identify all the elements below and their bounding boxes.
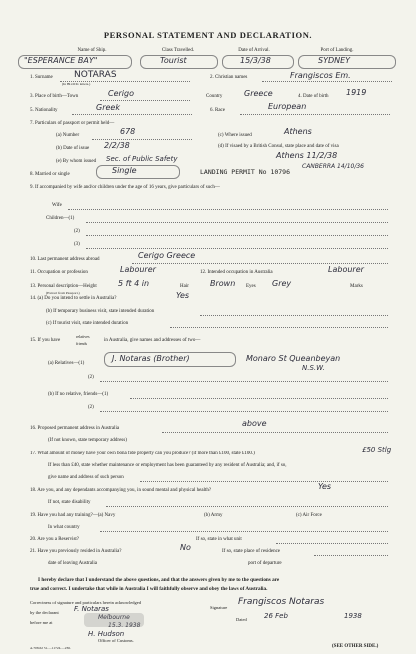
ship-value: "ESPERANCE BAY" — [24, 56, 98, 65]
q12-label: 12. Intended occupation in Australia — [200, 270, 273, 275]
q13-label: 13. Personal description—Height — [30, 284, 97, 289]
q15a-state: N.S.W. — [302, 364, 325, 372]
landing-permit: LANDING PERMIT No 10796 — [200, 168, 291, 176]
race-value: European — [268, 102, 307, 111]
ack-date: 15.3. 1938 — [108, 622, 141, 629]
wife-label: Wife — [52, 203, 62, 208]
q15a-value: J. Notaras (Brother) — [112, 354, 190, 363]
q15b-line — [130, 398, 388, 399]
passport-number-value: 678 — [120, 127, 136, 136]
class-label: Class Travelled. — [161, 48, 195, 53]
children-line-1 — [86, 222, 388, 223]
birth-town-value: Cerigo — [108, 89, 134, 98]
surname-label: 1. Surname — [30, 75, 53, 80]
arrival-label: Date of Arrival. — [238, 48, 270, 53]
dated-value: 26 Feb — [264, 612, 288, 620]
declaration-line-2: true and correct. I undertake that while in Australia I will faithfully observe and obey the laws of Australia. — [30, 586, 268, 592]
hair-value: Brown — [210, 279, 236, 288]
signature-value: Frangiscos Notaras — [238, 597, 325, 607]
hair-label: Hair — [180, 284, 189, 289]
ack-line-3: before me at — [30, 620, 53, 625]
q18-value: Yes — [318, 482, 332, 491]
q21-sub2: date of leaving Australia — [48, 561, 98, 566]
q21-label: 21. Have you previously resided in Australia? — [30, 549, 122, 554]
eyes-value: Grey — [272, 279, 292, 288]
where-issued-label: (c) Where issued — [218, 133, 252, 138]
q14c-label: (c) If tourist visit, state intended duration — [46, 321, 129, 326]
q16-label: 16. Proposed permanent address in Australia — [30, 426, 120, 431]
document-title: PERSONAL STATEMENT AND DECLARATION. — [103, 30, 313, 40]
q15a-address: Monaro St Queanbeyan — [246, 354, 341, 363]
q15a-label: (a) Relatives—(1) — [48, 361, 85, 366]
height-value: 5 ft 4 in — [118, 279, 150, 288]
q18-sub: If not, state disability — [48, 500, 91, 505]
children-label: Children—(1) — [46, 216, 75, 221]
dob-value: 1919 — [346, 88, 367, 97]
q15b2-line — [100, 411, 388, 412]
q10-value: Cerigo Greece — [138, 251, 196, 260]
arrival-value: 15/3/38 — [240, 56, 271, 65]
passport-number-line — [92, 139, 192, 140]
q9-label: 9. If accompanied by wife and/or children under the age of 16 years, give particulars of such— — [30, 185, 220, 190]
q20-sub: If so, state in what unit — [196, 537, 242, 542]
race-label: 6. Race — [210, 108, 225, 113]
married-label: 8. Married or single — [30, 172, 70, 177]
year-value: 1938 — [344, 612, 362, 620]
q21-value: No — [180, 543, 191, 552]
q19-label: 19. Have you had any training?—(a) Navy — [30, 513, 116, 518]
q21-line — [314, 555, 388, 556]
issued-by-value: Sec. of Public Safety — [106, 155, 178, 163]
children-line-3 — [86, 248, 388, 249]
q20-label: 20. Are you a Reservist? — [30, 537, 80, 542]
country-label: Country — [206, 94, 223, 99]
issue-date-label: (b) Date of issue — [56, 146, 90, 151]
ship-label: Name of Ship. — [77, 48, 107, 53]
q13-note: (Extract from Passport.) — [46, 291, 80, 295]
q15a2-label: (2) — [88, 375, 94, 380]
q20-line — [276, 543, 388, 544]
q10-label: 10. Last permanent address abroad — [30, 257, 100, 262]
q17-label: 17. What amount of money have your own bona fide property can you produce? (if more than £100, state £100.) — [30, 451, 255, 456]
q19b-label: (b) Army — [204, 513, 223, 518]
q15b2-label: (2) — [88, 405, 94, 410]
officer-label: Officer of Customs. — [98, 638, 134, 643]
q17-sub2: give name and address of such person — [48, 475, 124, 480]
dated-label: Dated — [236, 617, 247, 622]
nationality-line — [72, 114, 192, 115]
passport-label: 7. Particulars of passport or permit held— — [30, 121, 115, 126]
married-box — [96, 165, 180, 179]
customs-stamp — [84, 613, 144, 627]
footer-right: (SEE OTHER SIDE.) — [332, 644, 379, 649]
q15-relatives: relatives — [76, 334, 90, 339]
race-line — [240, 114, 390, 115]
q17-sub1: If less than £40, state whether maintenance or employment has been guaranteed by any resident of Australia; and, if so, — [48, 463, 287, 468]
eyes-label: Eyes — [246, 284, 256, 289]
declaration-line-1: I hereby declare that I understand the above questions, and that the answers given by me to the questions are — [38, 577, 280, 583]
issued-by-label: (e) By whom issued — [56, 159, 97, 164]
q21-sub: If so, state place of residence — [222, 549, 281, 554]
q15b-label: (b) If no relative, friends—(1) — [48, 392, 109, 397]
signature-label: Signature — [210, 605, 228, 610]
q18-label: 18. Are you, and any dependants accompanying you, in sound mental and physical health? — [30, 488, 212, 493]
ack-line-2: by the declarant — [30, 610, 59, 615]
q16-value: above — [242, 419, 267, 428]
q15-friends: friends — [76, 341, 88, 346]
q16-line — [162, 432, 388, 433]
q19-sub: In what country — [48, 525, 80, 530]
q14c-line — [170, 327, 388, 328]
children-line-2 — [86, 235, 388, 236]
q18-line — [106, 506, 388, 507]
birth-line — [100, 100, 190, 101]
port-label: Port of Landing. — [320, 48, 354, 53]
christian-value: Frangiscos Em. — [290, 71, 351, 80]
q19c-label: (c) Air Force — [296, 513, 322, 518]
q11-value: Labourer — [120, 265, 156, 274]
married-value: Single — [112, 166, 137, 175]
marks-label: Marks — [350, 284, 363, 289]
christian-label: 2. Christian names — [210, 75, 248, 80]
visa-value: Athens 11/2/38 — [276, 151, 338, 160]
ack-place: Melbourne — [98, 614, 130, 621]
q12-value: Labourer — [328, 265, 364, 274]
q21-sub3: port of departure — [248, 561, 282, 566]
officer-signature: H. Hudson — [88, 630, 125, 638]
dob-label: 4. Date of birth — [298, 94, 329, 99]
q19-line — [100, 531, 388, 532]
nationality-value: Greek — [96, 103, 120, 112]
surname-note: (In BLOCK letters.) — [62, 82, 91, 86]
birth-label: 3. Place of birth—Town — [30, 94, 79, 99]
wife-line — [68, 209, 388, 210]
q15-label: 15. If you have — [30, 338, 61, 343]
child2-label: (2) — [74, 229, 80, 234]
ack-declarant: F. Notaras — [74, 605, 109, 613]
q16-sub: (If not known, state temporary address) — [48, 438, 127, 443]
ack-line-1: Correctness of signature and particulars herein acknowledged — [30, 600, 141, 605]
q14-value: Yes — [176, 291, 190, 300]
q14-label: 14. (a) Do you intend to settle in Australia? — [30, 296, 117, 301]
child3-label: (3) — [74, 242, 80, 247]
christian-line — [262, 81, 392, 82]
where-issued-value: Athens — [284, 127, 312, 136]
q15-rest: in Australia, give names and addresses of two— — [104, 338, 201, 343]
q17-value: £50 Stlg — [362, 446, 392, 454]
footer-left: A.708.62 51.—11724.—236. — [30, 646, 71, 650]
q10-line — [132, 263, 388, 264]
q17-line — [140, 481, 388, 482]
birth-country-value: Greece — [244, 89, 273, 98]
issue-date-value: 2/2/38 — [104, 141, 130, 150]
surname-line — [60, 81, 190, 82]
q15a2-line — [100, 381, 388, 382]
nationality-label: 5. Nationality — [30, 108, 58, 113]
class-value: Tourist — [160, 56, 187, 65]
canberra-note: CANBERRA 14/10/36 — [302, 163, 364, 170]
q11-label: 11. Occupation or profession — [30, 270, 88, 275]
passport-number-label: (a) Number — [56, 133, 80, 138]
surname-value: NOTARAS — [74, 70, 117, 80]
port-value: SYDNEY — [318, 56, 351, 65]
q14b-label: (b) If temporary business visit, state intended duration — [46, 309, 155, 314]
visa-label: (d) If visaed by a British Consul, state place and date of visa — [218, 144, 339, 149]
q14b-line — [200, 315, 388, 316]
